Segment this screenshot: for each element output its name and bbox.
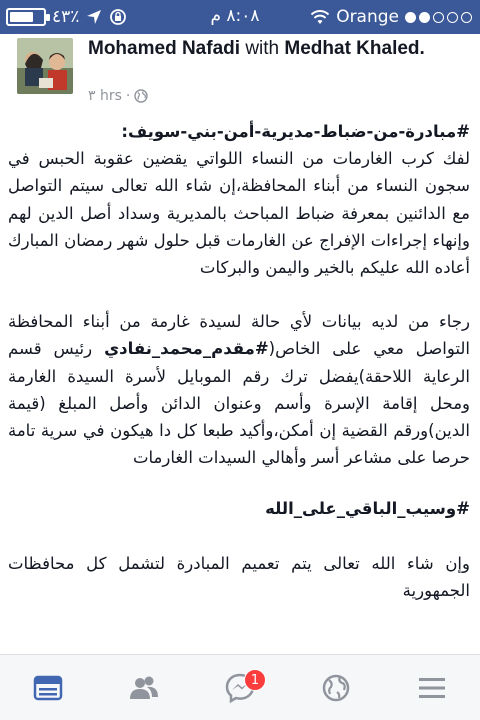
- clock: ٨:٠٨ م: [210, 6, 260, 26]
- signal-dot: [447, 12, 458, 23]
- avatar-photo: [17, 38, 73, 94]
- status-bar: [0, 0, 480, 34]
- meta-separator: ·: [125, 88, 131, 104]
- paragraph-4-text: وإن شاء الله تعالى يتم تعميم المبادرة لتشمل كل محافظات الجمهورية: [8, 553, 470, 600]
- post-paragraph-3: [8, 495, 470, 522]
- paragraph-2-after: رئيس قسم الرعاية اللاحقة)يفضل ترك رقم الموبايل لأسرة السيدة الغارمة ومحل إقامة الإسرة وأسم وعنوان الدائن وأصل المبلغ (قيمة الدين)ورقم القضية إن أمكن،وأكيد طبعا كل دا هيكون في سرية تامة حرصا على مشاعر أسر وأهالي السيدات الغارمات: [8, 339, 470, 468]
- news-feed-icon: [32, 672, 64, 704]
- tagged-friend-name[interactable]: Medhat Khaled.: [284, 38, 425, 59]
- signal-dot: [461, 12, 472, 23]
- avatar[interactable]: [17, 38, 73, 94]
- nav-menu[interactable]: [402, 663, 462, 713]
- status-bar-right: [310, 6, 472, 28]
- nav-notifications[interactable]: [306, 663, 366, 713]
- post-paragraph-4: [8, 550, 470, 604]
- post-body: [8, 118, 470, 604]
- paragraph-1-text: لفك كرب الغارمات من النساء اللواتي يقضين عقوبة الحبس في سجون النساء من أبناء المحافظة،إن شاء الله تعالى سيتم التواصل مع الدائنين بمعرفة ضباط المباحث بالمديرية وسداد أصل الدين لهم وإنهاء إجراءات الإفراج عن الغارمات قبل حلول شهر رمضان المبارك أعاده الله عليكم بالخير واليمن والبركات: [8, 149, 470, 278]
- notifications-globe-icon: [320, 672, 352, 704]
- post-paragraph-1: [8, 118, 470, 281]
- post-author-line: [88, 36, 448, 61]
- hashtag-officer-name[interactable]: #مقدم_محمد_نفادي: [104, 339, 269, 359]
- wifi-icon: [310, 8, 330, 26]
- signal-dot: [405, 12, 416, 23]
- messenger-badge: 1: [244, 669, 266, 691]
- carrier-name: Orange: [336, 7, 399, 27]
- with-text: with: [245, 38, 280, 59]
- nav-messenger[interactable]: [210, 663, 270, 713]
- post-header: [0, 34, 480, 114]
- bottom-navigation: [0, 654, 480, 720]
- menu-icon: [416, 672, 448, 704]
- signal-strength: [405, 12, 472, 23]
- post-timestamp[interactable]: ٣ hrs: [88, 88, 122, 104]
- globe-icon: [134, 89, 148, 103]
- status-bar-center: [180, 6, 290, 28]
- signal-dot: [433, 12, 444, 23]
- friend-requests-icon: [128, 672, 160, 704]
- battery-level-fill: [10, 12, 33, 22]
- post-meta: [88, 88, 148, 104]
- status-bar-left: [6, 6, 127, 28]
- battery-icon: [6, 8, 46, 26]
- hashtag-initiative[interactable]: #مبادرة-من-ضباط-مديرية-أمن-بني-سويف:: [121, 122, 470, 141]
- location-arrow-icon: [85, 8, 103, 26]
- signal-dot: [419, 12, 430, 23]
- hashtag-leave-rest-to-god[interactable]: #وسيب_الباقي_على_الله: [265, 499, 470, 519]
- nav-friend-requests[interactable]: [114, 663, 174, 713]
- battery-percent: ٤٣٪: [52, 7, 80, 27]
- post-paragraph-2: [8, 308, 470, 471]
- lock-rotation-icon: [109, 8, 127, 26]
- author-name[interactable]: Mohamed Nafadi: [88, 38, 241, 59]
- nav-news-feed[interactable]: [18, 663, 78, 713]
- paragraph-2-before: رجاء من لديه بيانات لأي حالة لسيدة غارمة من أبناء المحافظة التواصل معي على الخاص(: [8, 312, 470, 359]
